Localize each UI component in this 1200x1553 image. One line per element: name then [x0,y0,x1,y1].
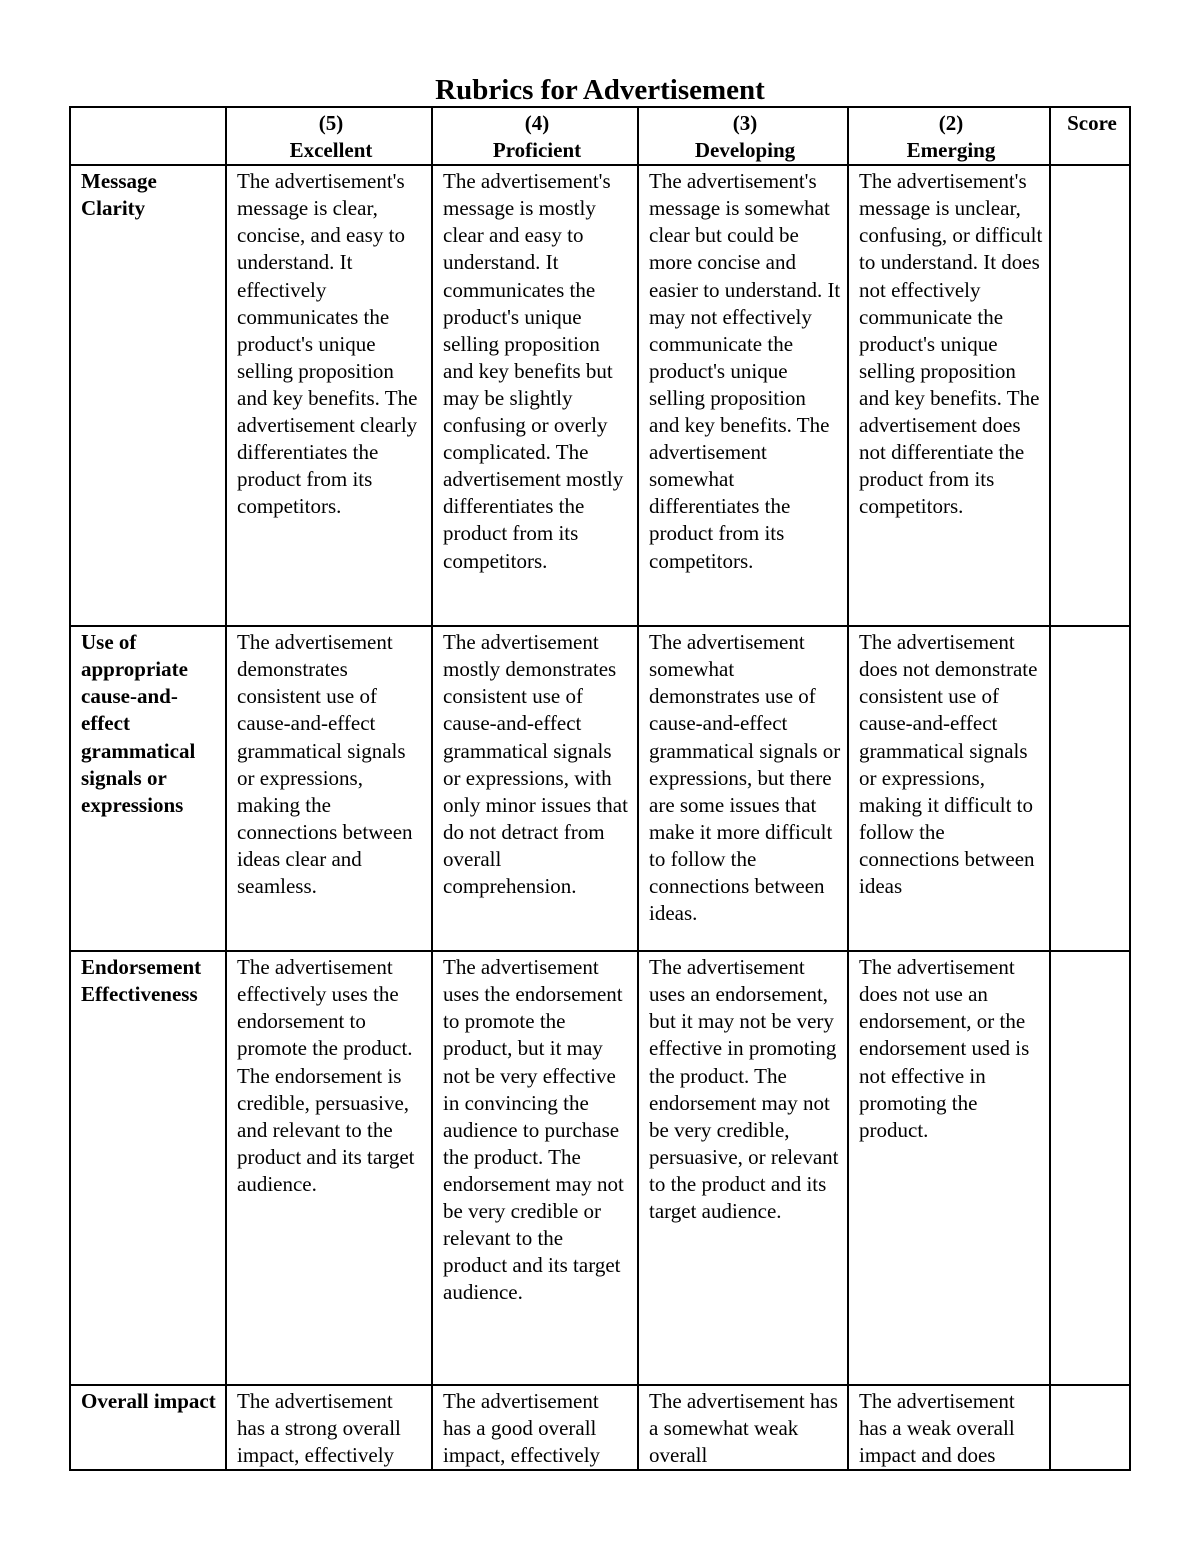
header-row [70,107,1130,165]
level-score: (4) [524,111,550,135]
score-cell[interactable] [1050,951,1130,1385]
document-title: Rubrics for Advertisement [435,74,765,106]
rubric-table [69,106,1131,1471]
score-cell[interactable] [1050,1385,1130,1470]
level-label: Excellent [289,138,373,163]
level-header-excellent [226,107,432,165]
level-score: (2) [938,111,964,135]
rubric-row-endorsement [70,951,1130,1385]
criterion-cell: Use of appropriate cause-and-effect grammatical signals or expressions [70,626,226,951]
descriptor-cell: The advertisement mostly demonstrates consistent use of cause-and-effect grammatical signals or expressions, with only minor issues that do not detract from overall comprehension. [432,626,638,951]
descriptor-cell: The advertisement does not demonstrate consistent use of cause-and-effect grammatical signals or expressions, making it difficult to follow the connections between ideas [848,626,1050,951]
level-label: Emerging [906,138,996,163]
descriptor-cell: The advertisement has a weak overall impact and does [848,1385,1050,1470]
rubric-row-overall-impact [70,1385,1130,1470]
level-header-emerging [848,107,1050,165]
descriptor-cell: The advertisement's message is clear, concise, and easy to understand. It effectively communicates the product's unique selling proposition and key benefits. The advertisement clearly differentiates the product from its competitors. [226,165,432,626]
level-label: Proficient [492,138,582,163]
rubric-row-message-clarity [70,165,1130,626]
descriptor-cell: The advertisement's message is somewhat clear but could be more concise and easier to understand. It may not effectively communicate the product's unique selling proposition and key benefits. The advertisement somewhat differentiates the product from its competitors. [638,165,848,626]
criterion-cell: Endorsement Effectiveness [70,951,226,1385]
level-header-proficient [432,107,638,165]
descriptor-cell: The advertisement uses an endorsement, but it may not be very effective in promoting the product. The endorsement may not be very credible, persuasive, or relevant to the product and its target audience. [638,951,848,1385]
descriptor-cell: The advertisement's message is unclear, confusing, or difficult to understand. It does not effectively communicate the product's unique selling proposition and key benefits. The advertisement does not differentiate the product from its competitors. [848,165,1050,626]
criteria-header-cell [70,107,226,165]
descriptor-cell: The advertisement has a somewhat weak overall [638,1385,848,1470]
descriptor-cell: The advertisement has a good overall impact, effectively [432,1385,638,1470]
score-cell[interactable] [1050,165,1130,626]
score-cell[interactable] [1050,626,1130,951]
descriptor-cell: The advertisement's message is mostly clear and easy to understand. It communicates the product's unique selling proposition and key benefits but may be slightly confusing or overly complicated. The advertisement mostly differentiates the product from its competitors. [432,165,638,626]
descriptor-cell: The advertisement demonstrates consistent use of cause-and-effect grammatical signals or expressions, making the connections between ideas clear and seamless. [226,626,432,951]
level-score: (3) [732,111,758,135]
descriptor-cell: The advertisement somewhat demonstrates use of cause-and-effect grammatical signals or expressions, but there are some issues that make it more difficult to follow the connections between ideas. [638,626,848,951]
descriptor-cell: The advertisement has a strong overall impact, effectively [226,1385,432,1470]
criterion-cell: Message Clarity [70,165,226,626]
rubric-row-cause-effect [70,626,1130,951]
descriptor-cell: The advertisement effectively uses the endorsement to promote the product. The endorsement is credible, persuasive, and relevant to the product and its target audience. [226,951,432,1385]
level-label: Developing [694,138,796,163]
descriptor-cell: The advertisement does not use an endorsement, or the endorsement used is not effective in promoting the product. [848,951,1050,1385]
descriptor-cell: The advertisement uses the endorsement to promote the product, but it may not be very effective in convincing the audience to purchase the product. The endorsement may not be very credible or relevant to the product and its target audience. [432,951,638,1385]
score-header: Score [1050,107,1130,165]
level-score: (5) [318,111,344,135]
level-header-developing [638,107,848,165]
criterion-cell: Overall impact [70,1385,226,1470]
